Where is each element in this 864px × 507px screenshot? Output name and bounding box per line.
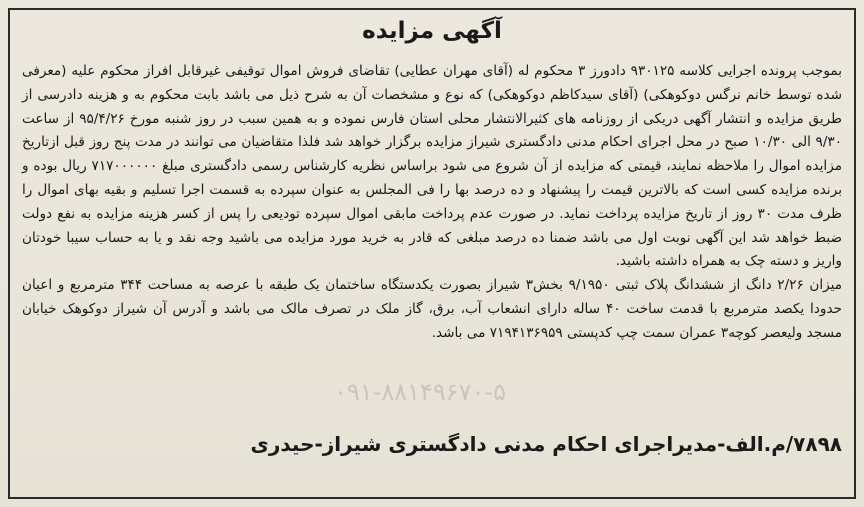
notice-body: [22, 60, 842, 346]
notice-signature: ۷۸۹۸/م.الف-مدیراجرای احکام مدنی دادگستری شیراز-حیدری: [250, 432, 842, 456]
notice-title: آگهی مزایده: [362, 18, 502, 44]
notice-paragraph-property: میزان ۲/۲۶ دانگ از ششدانگ پلاک ثبتی ۹/۱۹۵۰ بخش۳ شیراز بصورت یکدستگاه ساختمان یک طبقه با عرصه به مساحت ۳۴۴ مترمربع و اعیان حدودا یکصد مترمربع با قدمت ساخت ۴۰ ساله دارای انشعاب آب، برق، گاز ملک در تصرف مالک می باشد و آدرس آن شیراز دوکوهک خیابان مسجد ولیعصر کوچه۳ عمران سمت چپ کدپستی ۷۱۹۴۱۳۶۹۵۹ می باشد.: [22, 277, 843, 341]
phone-watermark: ۰۹۱-۸۸۱۴۹۶۷۰-۵: [333, 378, 506, 406]
notice-paragraph-terms: بموجب پرونده اجرایی کلاسه ۹۳۰۱۲۵ دادورز ۳ محکوم له (آقای مهران عطایی) تقاضای فروش اموال توقیفی غیرقابل افراز محکوم علیه (معرفی شده توسط خانم نرگس دوکوهکی) (آقای سیدکاظم دوکوهکی) که نوع و مشخصات آن به شرح ذیل می باشد بابت محکوم به و هزینه دادرسی از طریق مزایده و انتشار آگهی دریکی از روزنامه های کثیرالانتشار محلی استان فارس نموده و به همین سبب در روز شنبه مورخ ۹۵/۴/۲۶ از ساعت ۹/۳۰ الی ۱۰/۳۰ صبح در محل اجرای احکام مدنی دادگستری شیراز مزایده برگزار خواهد شد فلذا متقاضیان می توانند در مدت پنج روز قبل ازتاریخ مزایده اموال را ملاحظه نمایند، قیمتی که مزایده از آن شروع می شود براساس نظریه کارشناس رسمی دادگستری مبلغ ۷۱۷۰۰۰۰۰۰ ریال بوده و برنده مزایده کسی است که بالاترین قیمت را پیشنهاد و ده درصد بها را فی المجلس به عنوان سپرده به قسمت اجرا تسلیم و بقیه بهای اموال را ظرف مدت ۳۰ روز از تاریخ مزایده پرداخت نماید. در صورت عدم پرداخت مابقی اموال سپرده تودیعی را پس از کسر هزینه مزایده به نفع دولت ضبط خواهد شد این آگهی نوبت اول می باشد ضمنا ده درصد مبلغی که قادر به خرید مورد مزایده می باشید وجه نقد و یا به حساب سیبا خودتان واریز و دسته چک به همراه داشته باشید.: [22, 63, 843, 270]
